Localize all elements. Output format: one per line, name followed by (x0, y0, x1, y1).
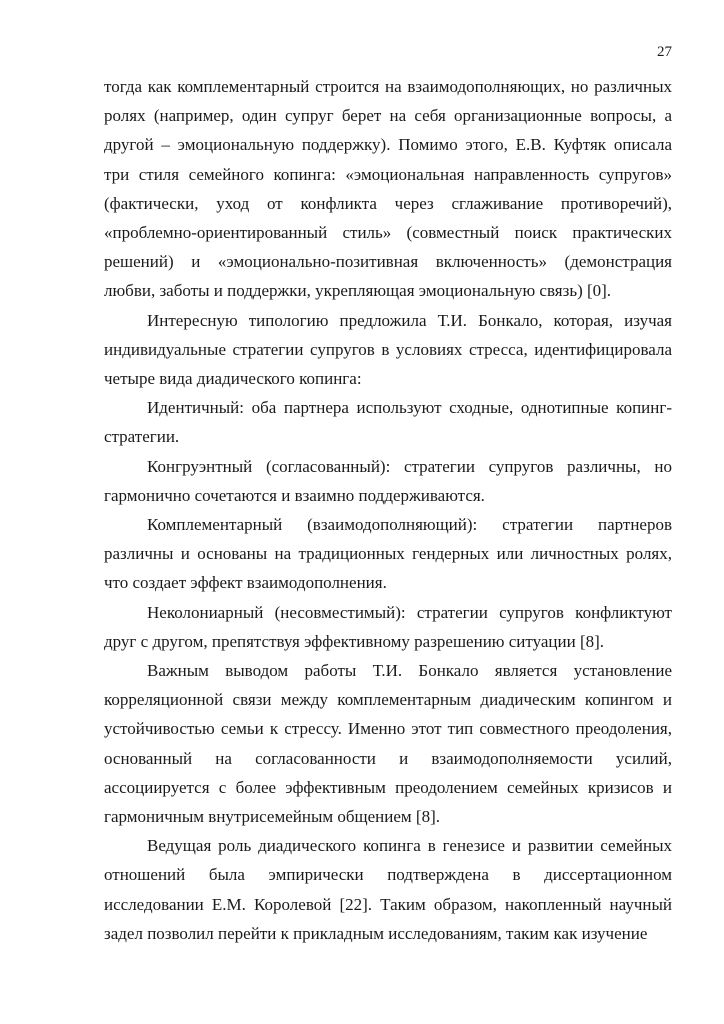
paragraph: Комплементарный (взаимодополняющий): стратегии партнеров различны и основаны на традиционных гендерных или личностных ролях, что создает эффект взаимодополнения. (104, 515, 672, 593)
page-number: 27 (657, 44, 672, 60)
paragraph: Неколониарный (несовместимый): стратегии супругов конфликтуют друг с другом, препятствуя эффективному разрешению ситуации [8]. (104, 602, 672, 651)
body-text (104, 72, 672, 948)
paragraph: Важным выводом работы Т.И. Бонкало является установление корреляционной связи между комплементарным диадическим копингом и устойчивостью семьи к стрессу. Именно этот тип совместного преодоления, основанный на согласованности и взаимодополняемости усилий, ассоциируется с более эффективным преодолением семейных кризисов и гармоничным внутрисемейным общением [8]. (104, 661, 672, 827)
paragraph: Идентичный: оба партнера используют сходные, однотипные копинг-стратегии. (104, 398, 672, 447)
paragraph: Интересную типологию предложила Т.И. Бонкало, которая, изучая индивидуальные стратегии супругов в условиях стресса, идентифицировала четыре вида диадического копинга: (104, 310, 672, 389)
paragraph: Ведущая роль диадического копинга в генезисе и развитии семейных отношений была эмпирически подтверждена в диссертационном исследовании Е.М. Королевой [22]. Таким образом, накопленный научный задел позволил перейти к прикладным исследованиям, таким как изучение (104, 836, 672, 943)
paragraph: тогда как комплементарный строится на взаимодополняющих, но различных ролях (например, один супруг берет на себя организационные вопросы, а другой – эмоциональную поддержку). Помимо этого, Е.В. Куфтяк описала три стиля семейного копинга: «эмоциональная направленность супругов» (фактически, уход от конфликта через сглаживание противоречий), «проблемно-ориентированный стиль» (совместный поиск практических решений) и «эмоционально-позитивная включенность» (демонстрация любви, заботы и поддержки, укрепляющая эмоциональную связь) [0]. (104, 77, 672, 301)
paragraph: Конгруэнтный (согласованный): стратегии супругов различны, но гармонично сочетаются и взаимно поддерживаются. (104, 456, 672, 505)
